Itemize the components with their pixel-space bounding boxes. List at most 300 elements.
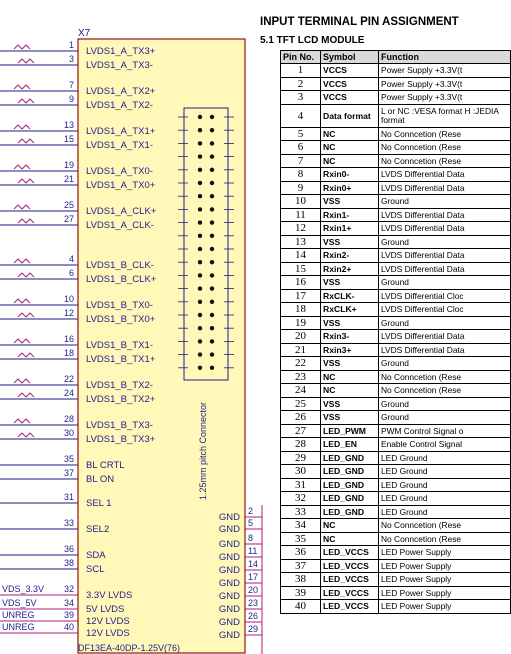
function-cell: LED Ground xyxy=(379,478,511,492)
right-pin-label: GND xyxy=(218,539,240,550)
header-pin xyxy=(210,141,214,145)
symbol-cell: LED_VCCS xyxy=(321,600,379,614)
left-pin-number: 28 xyxy=(63,414,74,424)
pin-number-cell: 28 xyxy=(281,438,321,452)
left-pin-number: 40 xyxy=(63,622,74,632)
symbol-cell: VSS xyxy=(321,195,379,209)
right-pin-label: GND xyxy=(218,524,240,535)
pin-number-cell: 26 xyxy=(281,411,321,425)
left-pin-number: 3 xyxy=(68,54,74,64)
left-pin-number: 21 xyxy=(63,174,74,184)
right-pin-number: 5 xyxy=(248,518,254,528)
left-pin-label: LVDS1_B_TX3- xyxy=(86,420,153,431)
table-row xyxy=(281,235,511,249)
function-cell: L or NC :VESA format H :JEDIA format xyxy=(379,104,511,127)
header-pin xyxy=(198,234,202,238)
pin-number-cell: 30 xyxy=(281,465,321,479)
net-flag-icon xyxy=(18,313,34,317)
function-cell: No Conncetion (Rese xyxy=(379,384,511,398)
header-pin xyxy=(198,260,202,264)
function-cell: LVDS Differential Data xyxy=(379,262,511,276)
left-pin-label: SCL xyxy=(86,564,105,575)
left-pin-number: 27 xyxy=(63,214,74,224)
header-pin xyxy=(210,352,214,356)
header-pin xyxy=(210,300,214,304)
left-pin-number: 1 xyxy=(68,40,74,50)
symbol-cell: VSS xyxy=(321,357,379,371)
symbol-cell: NC xyxy=(321,370,379,384)
left-pin-label: LVDS1_A_TX2+ xyxy=(86,86,156,97)
function-cell: No Conncetion (Rese xyxy=(379,370,511,384)
right-pin-label: GND xyxy=(218,578,240,589)
header-pin xyxy=(198,247,202,251)
symbol-cell: NC xyxy=(321,532,379,546)
left-pin-number: 13 xyxy=(63,120,74,130)
table-row xyxy=(281,141,511,155)
left-pin-label: BL ON xyxy=(86,474,115,485)
left-pin-number: 32 xyxy=(63,584,74,594)
pin-number-cell: 12 xyxy=(281,222,321,236)
net-flag-icon xyxy=(14,339,30,343)
table-row xyxy=(281,208,511,222)
right-pin-number: 8 xyxy=(248,533,254,543)
left-pin-number: 19 xyxy=(63,160,74,170)
left-pin-number: 37 xyxy=(63,468,74,478)
net-flag-icon xyxy=(14,125,30,129)
header-pin xyxy=(198,141,202,145)
left-pin-label: LVDS1_B_CLK- xyxy=(86,260,154,271)
pin-number-cell: 33 xyxy=(281,505,321,519)
symbol-cell: VCCS xyxy=(321,64,379,78)
net-flag-icon xyxy=(18,139,34,143)
left-pin-label: SDA xyxy=(86,550,106,561)
header-pin xyxy=(210,154,214,158)
net-flag-icon xyxy=(18,99,34,103)
table-row xyxy=(281,316,511,330)
table-row xyxy=(281,330,511,344)
pin-number-cell: 27 xyxy=(281,424,321,438)
left-pin-number: 24 xyxy=(63,388,74,398)
pin-number-cell: 25 xyxy=(281,397,321,411)
connector-reference: X7 xyxy=(78,28,91,39)
header-pin xyxy=(198,207,202,211)
function-cell: PWM Control Signal o xyxy=(379,424,511,438)
pin-number-cell: 38 xyxy=(281,573,321,587)
right-pin-number: 11 xyxy=(248,546,258,556)
net-flag-icon xyxy=(14,299,30,303)
right-pin-label: GND xyxy=(218,552,240,563)
left-pin-label: LVDS1_B_TX2+ xyxy=(86,394,156,405)
pin-number-cell: 5 xyxy=(281,127,321,141)
left-pin-label: LVDS1_A_CLK+ xyxy=(86,206,157,217)
left-pin-number: 33 xyxy=(63,518,74,528)
table-row xyxy=(281,519,511,533)
symbol-cell: VSS xyxy=(321,316,379,330)
header-pin xyxy=(210,366,214,370)
pin-number-cell: 39 xyxy=(281,586,321,600)
function-cell: Power Supply +3.3V(t xyxy=(379,64,511,78)
pin-number-cell: 21 xyxy=(281,343,321,357)
symbol-cell: LED_GND xyxy=(321,492,379,506)
pin-number-cell: 22 xyxy=(281,357,321,371)
right-pin-label: GND xyxy=(218,630,240,641)
symbol-cell: NC xyxy=(321,154,379,168)
left-pin-number: 39 xyxy=(63,610,74,620)
function-cell: LED Power Supply xyxy=(379,600,511,614)
function-cell: LED Ground xyxy=(379,505,511,519)
header-pin xyxy=(210,168,214,172)
header-pin xyxy=(198,273,202,277)
left-pin-label: LVDS1_A_TX3- xyxy=(86,60,153,71)
header-pin xyxy=(198,168,202,172)
table-row xyxy=(281,104,511,127)
pin-number-cell: 14 xyxy=(281,249,321,263)
header-symbol: Symbol xyxy=(321,51,379,64)
table-row xyxy=(281,546,511,560)
net-flag-icon xyxy=(14,205,30,209)
table-row xyxy=(281,478,511,492)
symbol-cell: RxCLK+ xyxy=(321,303,379,317)
function-cell: LVDS Differential Data xyxy=(379,181,511,195)
pin-number-cell: 17 xyxy=(281,289,321,303)
left-pin-label: LVDS1_A_TX0+ xyxy=(86,180,156,191)
header-pin xyxy=(210,313,214,317)
header-pin xyxy=(210,194,214,198)
pin-number-cell: 37 xyxy=(281,559,321,573)
header-pin xyxy=(210,128,214,132)
table-row xyxy=(281,276,511,290)
header-pin xyxy=(210,273,214,277)
table-row xyxy=(281,154,511,168)
pin-number-cell: 36 xyxy=(281,546,321,560)
left-pin-label: SEL 1 xyxy=(86,498,112,509)
left-pin-label: LVDS1_B_TX0+ xyxy=(86,314,156,325)
header-pin xyxy=(198,286,202,290)
left-pin-number: 30 xyxy=(63,428,74,438)
table-row xyxy=(281,465,511,479)
table-row xyxy=(281,91,511,105)
symbol-cell: VSS xyxy=(321,276,379,290)
symbol-cell: Rxin0+ xyxy=(321,181,379,195)
net-flag-icon xyxy=(18,433,34,437)
function-cell: No Conncetion (Rese xyxy=(379,127,511,141)
function-cell: LVDS Differential Data xyxy=(379,330,511,344)
function-cell: Ground xyxy=(379,316,511,330)
right-pin-label: GND xyxy=(218,617,240,628)
table-row xyxy=(281,77,511,91)
symbol-cell: LED_VCCS xyxy=(321,546,379,560)
table-row xyxy=(281,195,511,209)
left-pin-number: 31 xyxy=(63,492,74,502)
pin-number-cell: 19 xyxy=(281,316,321,330)
right-pin-number: 14 xyxy=(248,559,259,569)
symbol-cell: NC xyxy=(321,141,379,155)
right-pin-label: GND xyxy=(218,604,240,615)
table-row xyxy=(281,127,511,141)
symbol-cell: LED_GND xyxy=(321,465,379,479)
header-pin xyxy=(210,260,214,264)
section-heading: 5.1 TFT LCD MODULE xyxy=(260,35,365,46)
left-pin-label: LVDS1_B_CLK+ xyxy=(86,274,157,285)
function-cell: No Conncetion (Rese xyxy=(379,141,511,155)
table-row xyxy=(281,600,511,614)
table-row xyxy=(281,249,511,263)
function-cell: LVDS Differential Data xyxy=(379,168,511,182)
right-pin-label: GND xyxy=(218,591,240,602)
net-flag-icon xyxy=(14,379,30,383)
table-row xyxy=(281,384,511,398)
pin-number-cell: 7 xyxy=(281,154,321,168)
symbol-cell: LED_GND xyxy=(321,451,379,465)
right-pin-number: 23 xyxy=(248,598,259,608)
symbol-cell: LED_PWM xyxy=(321,424,379,438)
table-row xyxy=(281,303,511,317)
pin-number-cell: 15 xyxy=(281,262,321,276)
function-cell: Enable Control Signal xyxy=(379,438,511,452)
table-row xyxy=(281,492,511,506)
net-flag-icon xyxy=(18,393,34,397)
symbol-cell: LED_VCCS xyxy=(321,573,379,587)
pin-number-cell: 29 xyxy=(281,451,321,465)
left-pin-number: 38 xyxy=(63,558,74,568)
header-pin-no: Pin No. xyxy=(281,51,321,64)
right-pin-labels xyxy=(219,506,258,641)
function-cell: Ground xyxy=(379,276,511,290)
pin-number-cell: 10 xyxy=(281,195,321,209)
left-pin-number: 34 xyxy=(63,598,74,608)
table-row xyxy=(281,586,511,600)
function-cell: Ground xyxy=(379,397,511,411)
net-flag-icon xyxy=(14,45,30,49)
header-pin xyxy=(198,313,202,317)
right-pin-label: GND xyxy=(218,512,240,523)
left-pin-label: SEL2 xyxy=(86,524,110,535)
pin-number-cell: 32 xyxy=(281,492,321,506)
left-pin-number: 9 xyxy=(68,94,74,104)
header-pin xyxy=(198,115,202,119)
function-cell: Ground xyxy=(379,235,511,249)
net-flag-icon xyxy=(14,419,30,423)
net-name-label: VDS_5V xyxy=(2,598,37,608)
symbol-cell: Rxin3- xyxy=(321,330,379,344)
symbol-cell: VCCS xyxy=(321,77,379,91)
function-cell: Power Supply +3.3V(t xyxy=(379,77,511,91)
right-pin-number: 26 xyxy=(248,611,259,621)
symbol-cell: LED_VCCS xyxy=(321,559,379,573)
symbol-cell: VSS xyxy=(321,397,379,411)
header-pin xyxy=(210,220,214,224)
function-cell: LED Ground xyxy=(379,465,511,479)
pin-number-cell: 34 xyxy=(281,519,321,533)
pin-assignment-table xyxy=(280,50,511,614)
pin-number-cell: 8 xyxy=(281,168,321,182)
symbol-cell: Data format xyxy=(321,104,379,127)
function-cell: LVDS Differential Data xyxy=(379,208,511,222)
left-pin-label: 12V LVDS xyxy=(86,616,130,627)
function-cell: LED Power Supply xyxy=(379,586,511,600)
header-function: Function xyxy=(379,51,511,64)
net-flag-icon xyxy=(14,165,30,169)
table-row xyxy=(281,397,511,411)
pin-number-cell: 1 xyxy=(281,64,321,78)
table-row xyxy=(281,505,511,519)
left-pin-label: 5V LVDS xyxy=(86,604,125,615)
table-row xyxy=(281,222,511,236)
header-pin xyxy=(210,115,214,119)
header-pin xyxy=(210,286,214,290)
net-flag-icon xyxy=(14,259,30,263)
right-pin-number: 17 xyxy=(248,572,259,582)
net-flag-icon xyxy=(18,353,34,357)
left-pin-label: LVDS1_B_TX1- xyxy=(86,340,153,351)
pin-number-cell: 24 xyxy=(281,384,321,398)
function-cell: LVDS Differential Cloc xyxy=(379,289,511,303)
symbol-cell: Rxin1- xyxy=(321,208,379,222)
symbol-cell: NC xyxy=(321,384,379,398)
left-pin-number: 10 xyxy=(63,294,74,304)
net-name-label: VDS_3.3V xyxy=(2,584,45,594)
table-row xyxy=(281,357,511,371)
function-cell: Ground xyxy=(379,195,511,209)
pin-number-cell: 2 xyxy=(281,77,321,91)
pin-number-cell: 23 xyxy=(281,370,321,384)
table-row xyxy=(281,64,511,78)
symbol-cell: NC xyxy=(321,127,379,141)
net-flag-icon xyxy=(14,85,30,89)
left-pin-label: LVDS1_A_TX0- xyxy=(86,166,153,177)
pin-number-cell: 16 xyxy=(281,276,321,290)
net-flag-icon xyxy=(18,179,34,183)
symbol-cell: LED_VCCS xyxy=(321,586,379,600)
left-pin-number: 16 xyxy=(63,334,74,344)
header-pin xyxy=(198,181,202,185)
left-pin-label: LVDS1_B_TX3+ xyxy=(86,434,156,445)
function-cell: LED Power Supply xyxy=(379,546,511,560)
left-pin-number: 6 xyxy=(68,268,74,278)
table-row xyxy=(281,532,511,546)
left-pin-label: 12V LVDS xyxy=(86,628,130,639)
function-cell: No Conncetion (Rese xyxy=(379,154,511,168)
header-pin xyxy=(198,366,202,370)
symbol-cell: Rxin2+ xyxy=(321,262,379,276)
header-pin xyxy=(210,247,214,251)
table-row xyxy=(281,438,511,452)
header-pin xyxy=(210,207,214,211)
symbol-cell: VSS xyxy=(321,235,379,249)
right-pin-number: 2 xyxy=(248,506,254,516)
symbol-cell: NC xyxy=(321,519,379,533)
left-pin-label: BL CRTL xyxy=(86,460,125,471)
function-cell: LED Power Supply xyxy=(379,559,511,573)
symbol-cell: LED_GND xyxy=(321,505,379,519)
header-pin xyxy=(198,339,202,343)
function-cell: LED Power Supply xyxy=(379,573,511,587)
table-row xyxy=(281,559,511,573)
left-pin-label: LVDS1_A_TX2- xyxy=(86,100,153,111)
pin-number-cell: 9 xyxy=(281,181,321,195)
net-name-label: UNREG xyxy=(2,610,35,620)
left-pin-label: LVDS1_A_CLK- xyxy=(86,220,154,231)
symbol-cell: Rxin2- xyxy=(321,249,379,263)
left-pin-number: 25 xyxy=(63,200,74,210)
right-pin-number: 29 xyxy=(248,624,259,634)
function-cell: Ground xyxy=(379,411,511,425)
left-pin-label: LVDS1_B_TX1+ xyxy=(86,354,156,365)
header-pin xyxy=(198,220,202,224)
pin-number-cell: 11 xyxy=(281,208,321,222)
left-pin-label: LVDS1_B_TX2- xyxy=(86,380,153,391)
table-row xyxy=(281,168,511,182)
left-pin-label: 3.3V LVDS xyxy=(86,590,133,601)
symbol-cell: Rxin1+ xyxy=(321,222,379,236)
left-pin-label: LVDS1_B_TX0- xyxy=(86,300,153,311)
header-pin xyxy=(198,352,202,356)
net-flag-icon xyxy=(18,273,34,277)
symbol-cell: LED_EN xyxy=(321,438,379,452)
table-row xyxy=(281,451,511,465)
header-pin xyxy=(198,300,202,304)
function-cell: LVDS Differential Data xyxy=(379,222,511,236)
left-pin-number: 7 xyxy=(68,80,74,90)
left-pin-label: LVDS1_A_TX1+ xyxy=(86,126,156,137)
connector-pitch-label: 1.25mm pitch Connector xyxy=(198,401,208,500)
header-pin xyxy=(210,339,214,343)
net-flag-icon xyxy=(18,219,34,223)
pin-number-cell: 20 xyxy=(281,330,321,344)
table-row xyxy=(281,573,511,587)
left-pin-number: 15 xyxy=(63,134,74,144)
function-cell: Power Supply +3.3V(t xyxy=(379,91,511,105)
table-row xyxy=(281,343,511,357)
left-pin-label: LVDS1_A_TX1- xyxy=(86,140,153,151)
left-pin-number: 36 xyxy=(63,544,74,554)
pin-number-cell: 4 xyxy=(281,104,321,127)
symbol-cell: Rxin3+ xyxy=(321,343,379,357)
left-pin-label: LVDS1_A_TX3+ xyxy=(86,46,156,57)
function-cell: No Conncetion (Rese xyxy=(379,532,511,546)
left-pin-number: 4 xyxy=(68,254,74,264)
pin-number-cell: 31 xyxy=(281,478,321,492)
symbol-cell: VCCS xyxy=(321,91,379,105)
header-pin xyxy=(198,326,202,330)
function-cell: LED Ground xyxy=(379,451,511,465)
part-number: DF13EA-40DP-1.25V(76) xyxy=(78,643,181,653)
table-row xyxy=(281,262,511,276)
table-header-row xyxy=(281,51,511,64)
function-cell: LVDS Differential Data xyxy=(379,249,511,263)
header-pin xyxy=(198,154,202,158)
header-pin xyxy=(198,194,202,198)
net-flag-icon xyxy=(18,59,34,63)
left-pin-number: 35 xyxy=(63,454,74,464)
right-pin-number: 20 xyxy=(248,585,259,595)
function-cell: Ground xyxy=(379,357,511,371)
symbol-cell: Rxin0- xyxy=(321,168,379,182)
pin-number-cell: 6 xyxy=(281,141,321,155)
table-row xyxy=(281,424,511,438)
symbol-cell: LED_GND xyxy=(321,478,379,492)
header-pin xyxy=(210,234,214,238)
pin-number-cell: 40 xyxy=(281,600,321,614)
net-name-label: UNREG xyxy=(2,622,35,632)
header-pin xyxy=(198,128,202,132)
pin-number-cell: 18 xyxy=(281,303,321,317)
right-pin-label: GND xyxy=(218,565,240,576)
pin-number-cell: 3 xyxy=(281,91,321,105)
pin-number-cell: 13 xyxy=(281,235,321,249)
symbol-cell: VSS xyxy=(321,411,379,425)
left-pin-number: 12 xyxy=(63,308,74,318)
